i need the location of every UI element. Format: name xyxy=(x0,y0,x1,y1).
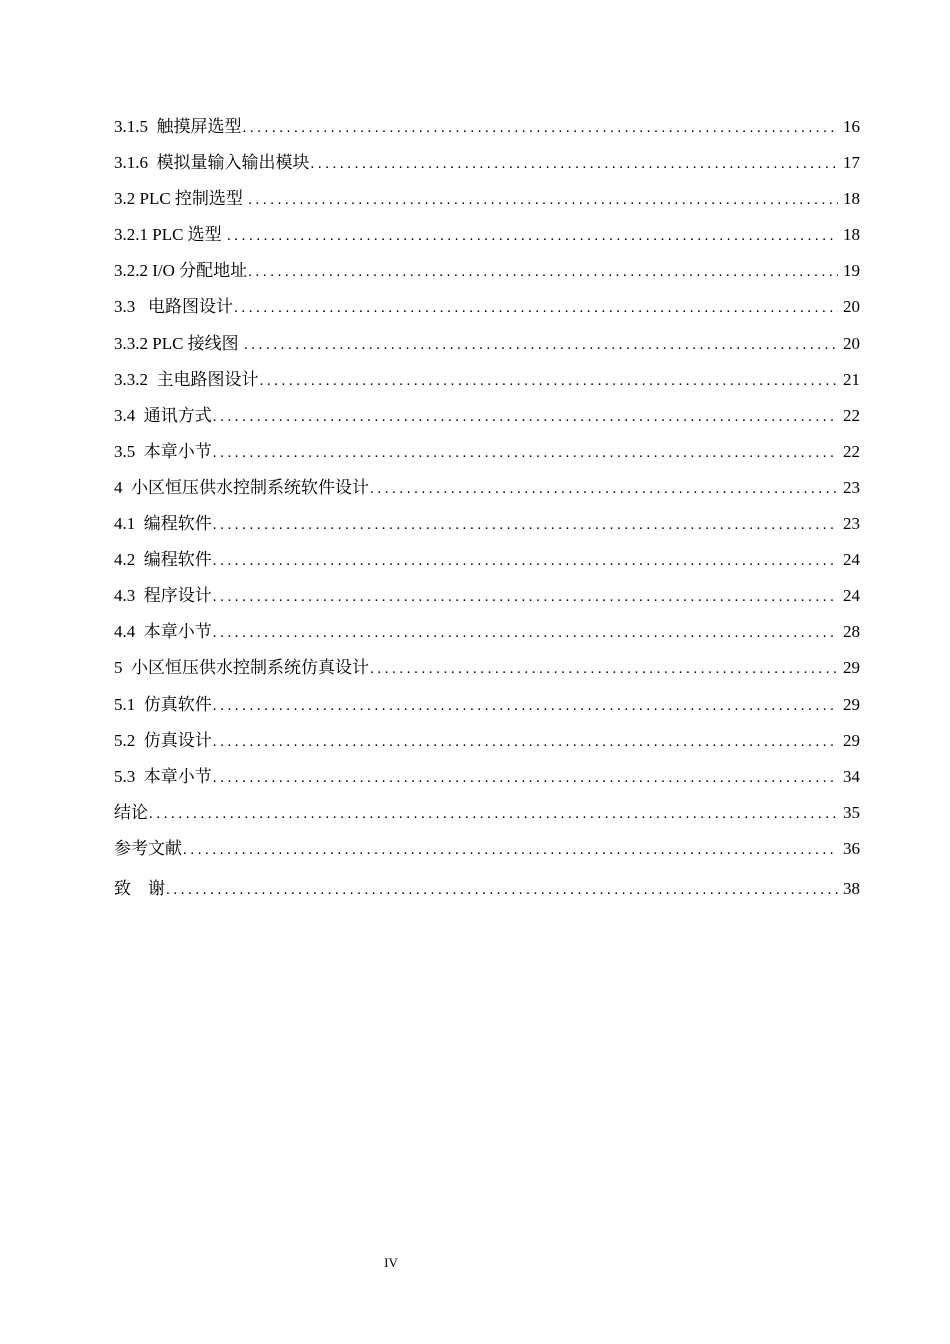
toc-dot-leader xyxy=(226,228,838,245)
toc-entry-label: 4.2 编程软件 xyxy=(114,550,212,570)
toc-entry[interactable] xyxy=(114,834,860,870)
toc-entry-page: 28 xyxy=(843,622,860,642)
toc-entry[interactable] xyxy=(114,365,860,401)
toc-dot-leader xyxy=(165,882,838,899)
toc-entry-page: 38 xyxy=(843,878,860,898)
toc-dot-leader xyxy=(182,842,838,859)
toc-dot-leader xyxy=(247,192,838,209)
toc-entry-label: 5.3 本章小节 xyxy=(114,766,212,786)
toc-dot-leader xyxy=(310,156,839,173)
toc-entry-label: 3.2 PLC 控制选型 xyxy=(114,189,248,209)
toc-entry-page: 19 xyxy=(843,261,860,281)
toc-entry-label: 3.2.2 I/O 分配地址 xyxy=(114,261,248,281)
toc-entry-page: 17 xyxy=(843,153,860,173)
toc-dot-leader xyxy=(369,481,838,498)
toc-dot-leader xyxy=(259,373,839,390)
toc-dot-leader xyxy=(212,734,838,751)
toc-dot-leader xyxy=(212,517,838,534)
toc-entry-label: 3.4 通讯方式 xyxy=(114,405,212,425)
toc-entry-label: 4.3 程序设计 xyxy=(114,586,212,606)
toc-dot-leader xyxy=(212,553,838,570)
toc-entry[interactable] xyxy=(114,329,860,365)
toc-entry-label: 3.1.6 模拟量输入输出模块 xyxy=(114,153,310,173)
toc-entry-label: 3.5 本章小节 xyxy=(114,441,212,461)
toc-dot-leader xyxy=(212,625,838,642)
toc-entry[interactable] xyxy=(114,545,860,581)
toc-entry-page: 22 xyxy=(843,441,860,461)
toc-dot-leader xyxy=(369,661,838,678)
toc-entry-label: 4 小区恒压供水控制系统软件设计 xyxy=(114,477,369,497)
toc-entry[interactable] xyxy=(114,220,860,256)
toc-entry-page: 29 xyxy=(843,658,860,678)
toc-entry[interactable] xyxy=(114,184,860,220)
toc-entry[interactable] xyxy=(114,256,860,292)
toc-entry-page: 18 xyxy=(843,225,860,245)
toc-dot-leader xyxy=(242,120,839,137)
toc-entry-page: 22 xyxy=(843,405,860,425)
toc-dot-leader xyxy=(212,409,838,426)
toc-entry-page: 36 xyxy=(843,838,860,858)
toc-entry[interactable] xyxy=(114,509,860,545)
toc-entry[interactable] xyxy=(114,690,860,726)
toc-entry[interactable] xyxy=(114,581,860,617)
toc-entry-page: 18 xyxy=(843,189,860,209)
toc-entry[interactable] xyxy=(114,762,860,798)
toc-entry-page: 23 xyxy=(843,477,860,497)
toc-entry-page: 16 xyxy=(843,117,860,136)
toc-entry-label: 结论 xyxy=(114,802,148,822)
toc-entry-page: 23 xyxy=(843,514,860,534)
toc-entry-page: 35 xyxy=(843,802,860,822)
toc-dot-leader xyxy=(212,445,838,462)
toc-entry-page: 29 xyxy=(843,694,860,714)
toc-entry-page: 20 xyxy=(843,297,860,317)
toc-entry-page: 20 xyxy=(843,333,860,353)
toc-entry[interactable] xyxy=(114,798,860,834)
toc-entry[interactable] xyxy=(114,870,860,914)
toc-entry-label: 5.2 仿真设计 xyxy=(114,730,212,750)
toc-entry-label: 3.3 电路图设计 xyxy=(114,297,233,317)
toc-dot-leader xyxy=(212,698,838,715)
toc-entry[interactable] xyxy=(114,148,860,184)
toc-entry[interactable] xyxy=(114,401,860,437)
toc-entry-label: 参考文献 xyxy=(114,838,182,858)
toc-dot-leader xyxy=(212,589,838,606)
toc-entry[interactable] xyxy=(114,473,860,509)
toc-entry-page: 24 xyxy=(843,550,860,570)
toc-entry-label: 5 小区恒压供水控制系统仿真设计 xyxy=(114,658,369,678)
table-of-contents xyxy=(114,112,860,914)
toc-entry-page: 21 xyxy=(843,369,860,389)
toc-entry[interactable] xyxy=(114,112,860,148)
toc-entry-label: 4.4 本章小节 xyxy=(114,622,212,642)
toc-entry[interactable] xyxy=(114,437,860,473)
toc-entry-page: 29 xyxy=(843,730,860,750)
toc-entry[interactable] xyxy=(114,617,860,653)
footer-page-number: IV xyxy=(384,1255,398,1270)
toc-entry[interactable] xyxy=(114,653,860,689)
toc-entry-label: 3.2.1 PLC 选型 xyxy=(114,225,226,245)
toc-entry-label: 3.3.2 PLC 接线图 xyxy=(114,333,243,353)
toc-entry-label: 4.1 编程软件 xyxy=(114,514,212,534)
toc-entry[interactable] xyxy=(114,292,860,328)
toc-entry-label: 5.1 仿真软件 xyxy=(114,694,212,714)
toc-entry[interactable] xyxy=(114,726,860,762)
toc-dot-leader xyxy=(212,770,838,787)
toc-dot-leader xyxy=(247,264,838,281)
toc-dot-leader xyxy=(243,337,838,354)
toc-dot-leader xyxy=(233,300,838,317)
toc-entry-label: 致 谢 xyxy=(114,878,165,898)
toc-entry-label: 3.3.2 主电路图设计 xyxy=(114,369,259,389)
toc-dot-leader xyxy=(148,806,838,823)
toc-entry-label: 3.1.5 触摸屏选型 xyxy=(114,117,242,136)
toc-entry-page: 34 xyxy=(843,766,860,786)
toc-entry-page: 24 xyxy=(843,586,860,606)
